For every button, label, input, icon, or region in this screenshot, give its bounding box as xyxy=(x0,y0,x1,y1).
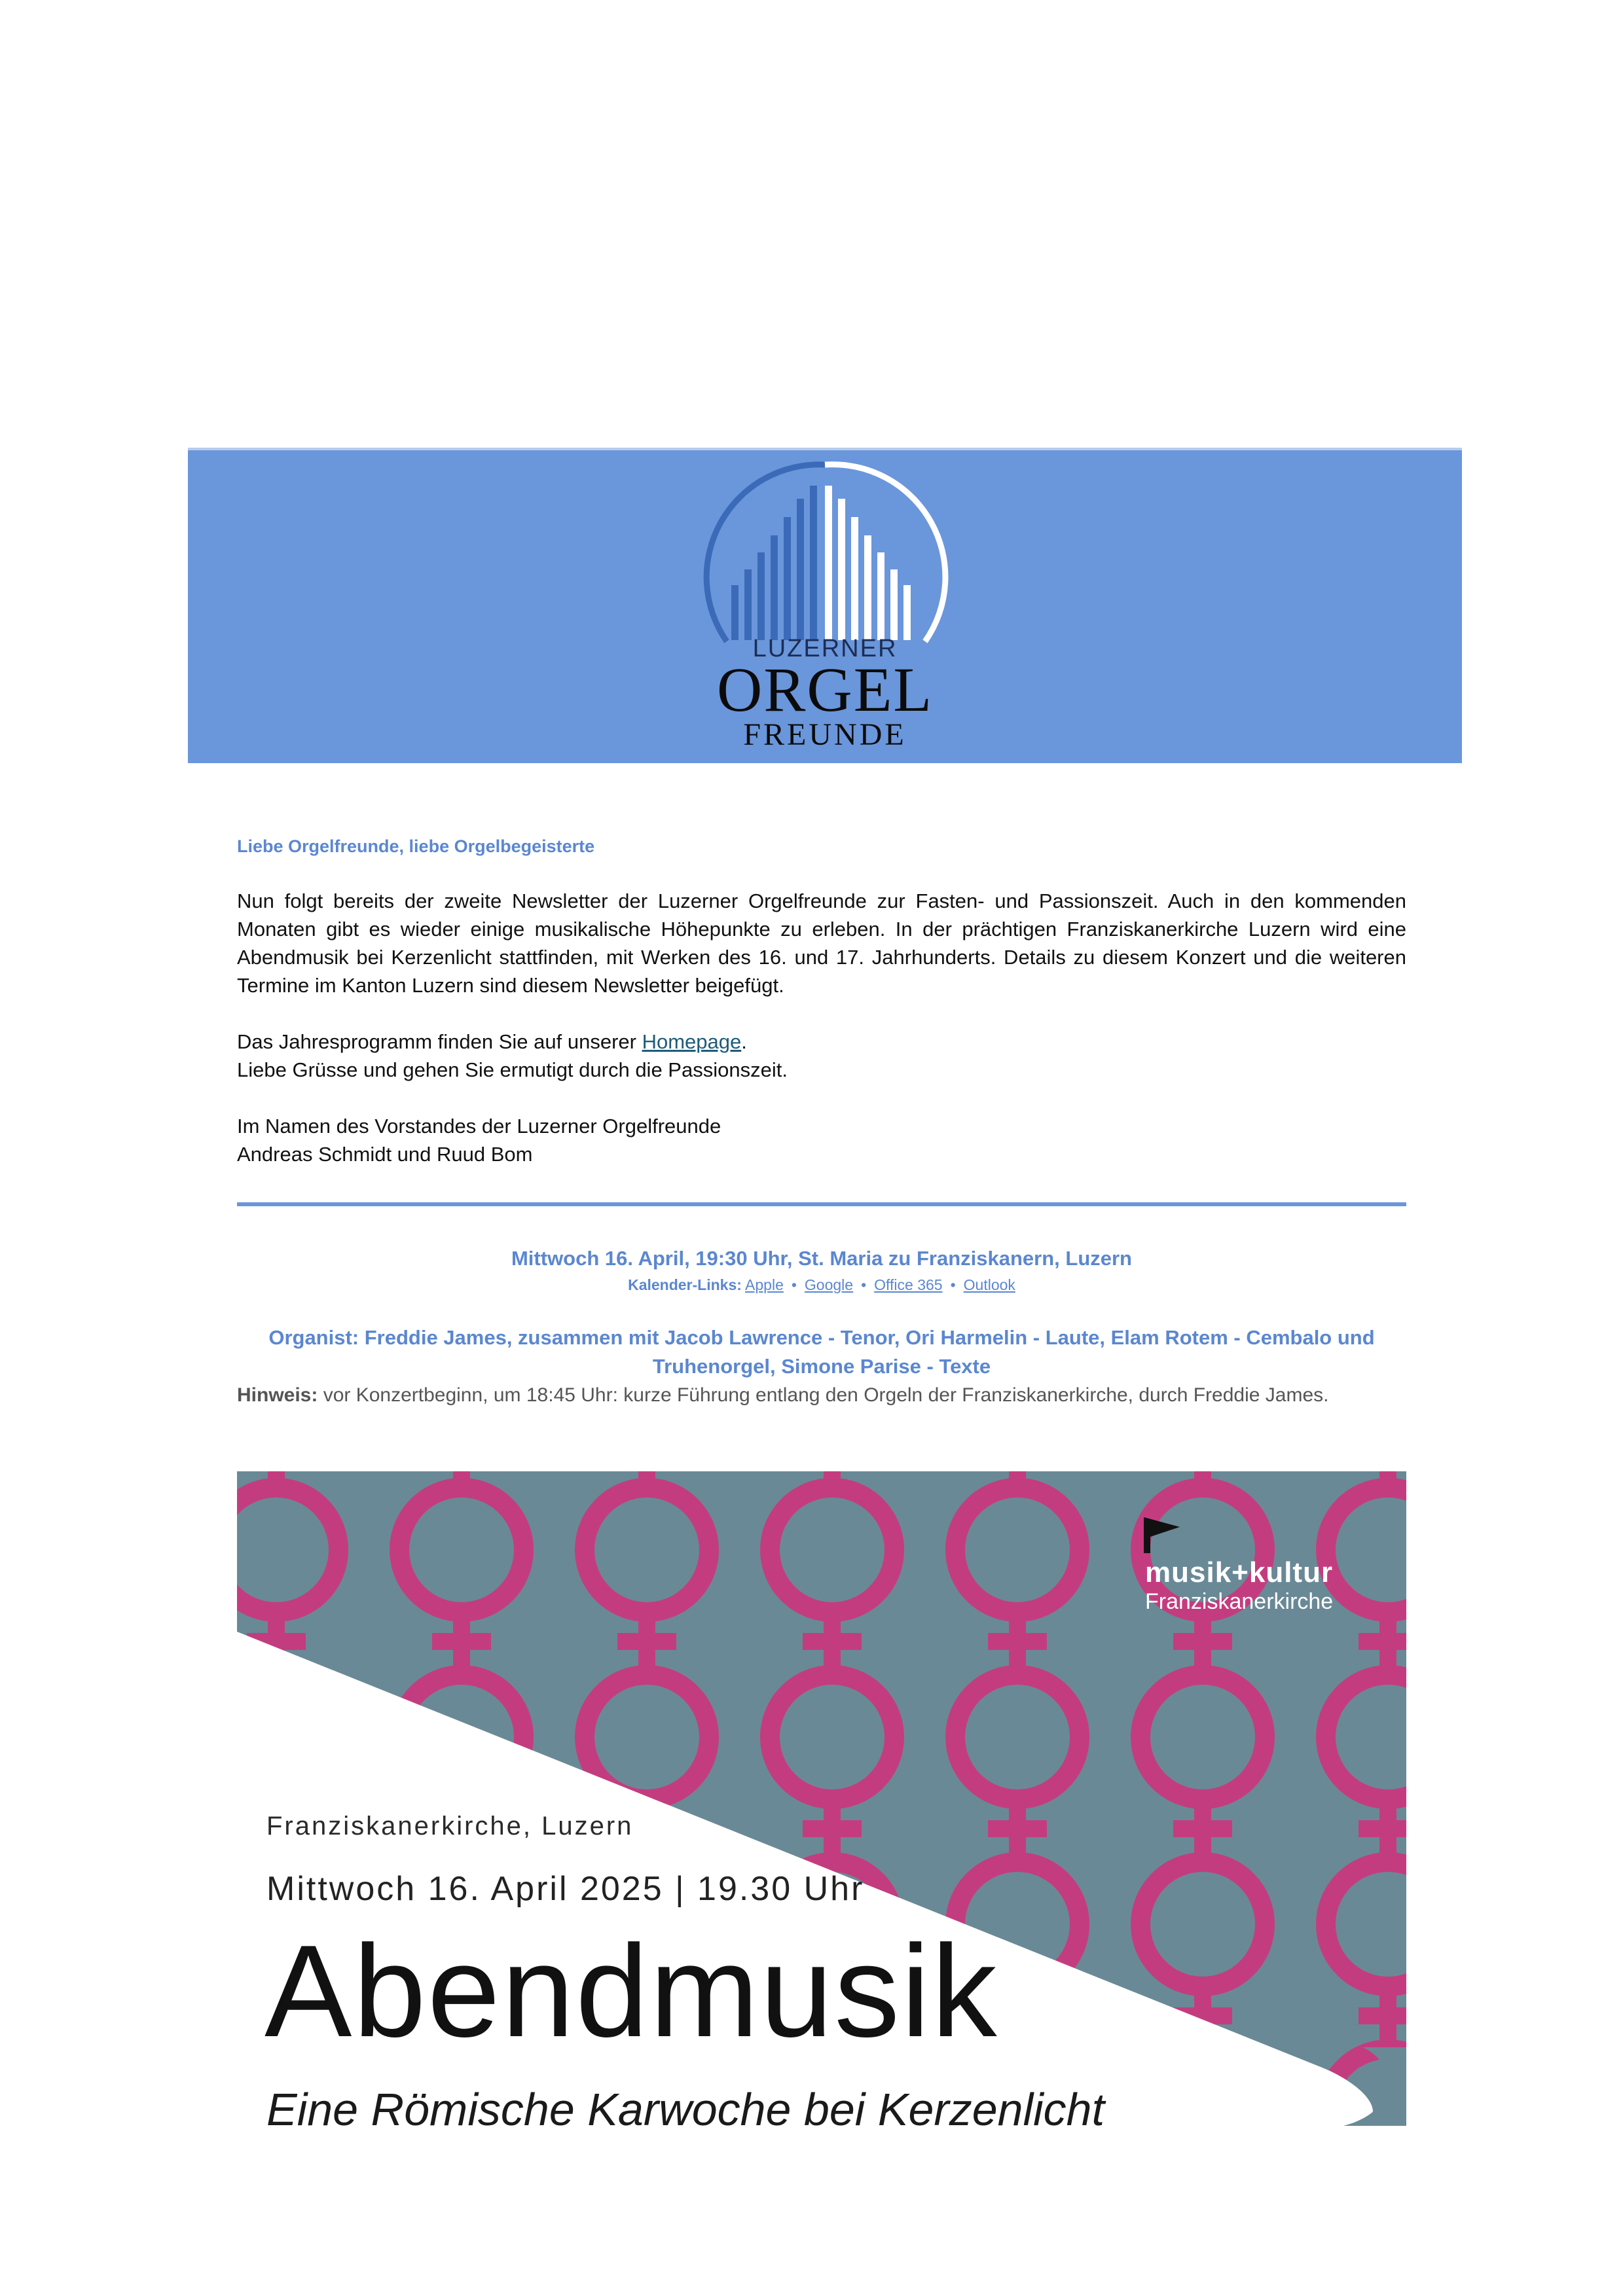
organ-pipes-logo-icon xyxy=(691,457,959,758)
hint-text: vor Konzertbeginn, um 18:45 Uhr: kurze Führung entlang den Orgeln der Franziskanerkirche, durch Freddie James. xyxy=(318,1384,1329,1406)
pattern-cross-horizontal xyxy=(1359,1633,1406,1650)
pattern-cross-horizontal xyxy=(1173,1633,1232,1650)
event-hint xyxy=(237,1381,1406,1409)
organist-line: Organist: Freddie James, zusammen mit Jacob Lawrence - Tenor, Ori Harmelin - Laute, Elam Rotem - Cembalo und Truhenorgel, Simone Parise - Texte xyxy=(268,1326,1375,1378)
intro-paragraph: Nun folgt bereits der zweite Newsletter der Luzerner Orgelfreunde zur Fasten- und Passionszeit. Auch in den kommenden Monaten gibt es wieder einige musikalische Höhepunkte zu erleben. In der prächtigen Franziskanerkirche Luzern wird eine Abendmusik bei Kerzenlicht stattfinden, mit Werken des 16. und 17. Jahrhunderts. Details zu diesem Konzert und die weiteren Termine im Kanton Luzern sind diesem Newsletter beigefügt. xyxy=(237,889,1406,997)
concert-poster xyxy=(237,1471,1406,2135)
signature-line-1: Im Namen des Vorstandes der Luzerner Orgelfreunde xyxy=(237,1115,721,1138)
hint-label: Hinweis: xyxy=(237,1384,318,1406)
pattern-cross-horizontal xyxy=(988,1820,1047,1837)
logo-text-luzerner: LUZERNER xyxy=(752,635,898,662)
calendar-separator: • xyxy=(950,1276,956,1293)
pattern-cross-horizontal xyxy=(617,1633,676,1650)
pattern-cross-horizontal xyxy=(1359,1820,1406,1837)
program-line xyxy=(237,1028,1406,1056)
event-section xyxy=(237,1244,1406,1409)
pattern-cross-horizontal xyxy=(988,1633,1047,1650)
pattern-cross-horizontal xyxy=(432,1633,491,1650)
calendar-link-apple[interactable]: Apple xyxy=(745,1276,784,1293)
poster-date: Mittwoch 16. April 2025 | 19.30 Uhr xyxy=(266,1870,865,1908)
wishes-line: Liebe Grüsse und gehen Sie ermutigt durch die Passionszeit. xyxy=(237,1058,788,1081)
greeting: Liebe Orgelfreunde, liebe Orgelbegeisterte xyxy=(237,836,595,856)
calendar-separator: • xyxy=(861,1276,867,1293)
logo-text-orgel: ORGEL xyxy=(717,655,933,725)
calendar-separator: • xyxy=(791,1276,797,1293)
section-divider xyxy=(237,1202,1406,1206)
calendar-link-google[interactable]: Google xyxy=(804,1276,854,1293)
program-paragraph xyxy=(237,1028,1406,1084)
program-suffix: . xyxy=(741,1030,747,1053)
logo-text-freunde: FREUNDE xyxy=(743,717,907,752)
signature-line-2: Andreas Schmidt und Ruud Bom xyxy=(237,1143,533,1166)
poster-subtitle: Eine Römische Karwoche bei Kerzenlicht xyxy=(266,2084,1105,2135)
event-title: Mittwoch 16. April, 19:30 Uhr, St. Maria zu Franziskanern, Luzern xyxy=(511,1247,1132,1270)
pattern-cross-horizontal xyxy=(1359,2007,1406,2024)
program-prefix: Das Jahresprogramm finden Sie auf unserer xyxy=(237,1030,642,1053)
poster-title: Abendmusik xyxy=(264,1918,998,2064)
calendar-links xyxy=(237,1274,1406,1296)
pattern-cross-horizontal xyxy=(1173,1820,1232,1837)
homepage-link[interactable]: Homepage xyxy=(642,1030,742,1053)
pattern-cross-horizontal xyxy=(803,1820,862,1837)
poster-location: Franziskanerkirche, Luzern xyxy=(266,1812,634,1840)
poster-brand-line-2: Franziskanerkirche xyxy=(1145,1589,1334,1614)
calendar-link-outlook[interactable]: Outlook xyxy=(963,1276,1015,1293)
newsletter-letter xyxy=(237,833,1406,1196)
pattern-cross-horizontal xyxy=(803,1633,862,1650)
poster-brand-line-1: musik+kultur xyxy=(1145,1556,1334,1588)
calendar-link-office365[interactable]: Office 365 xyxy=(874,1276,943,1293)
calendar-label: Kalender-Links: xyxy=(628,1276,742,1293)
signature xyxy=(237,1112,1406,1168)
